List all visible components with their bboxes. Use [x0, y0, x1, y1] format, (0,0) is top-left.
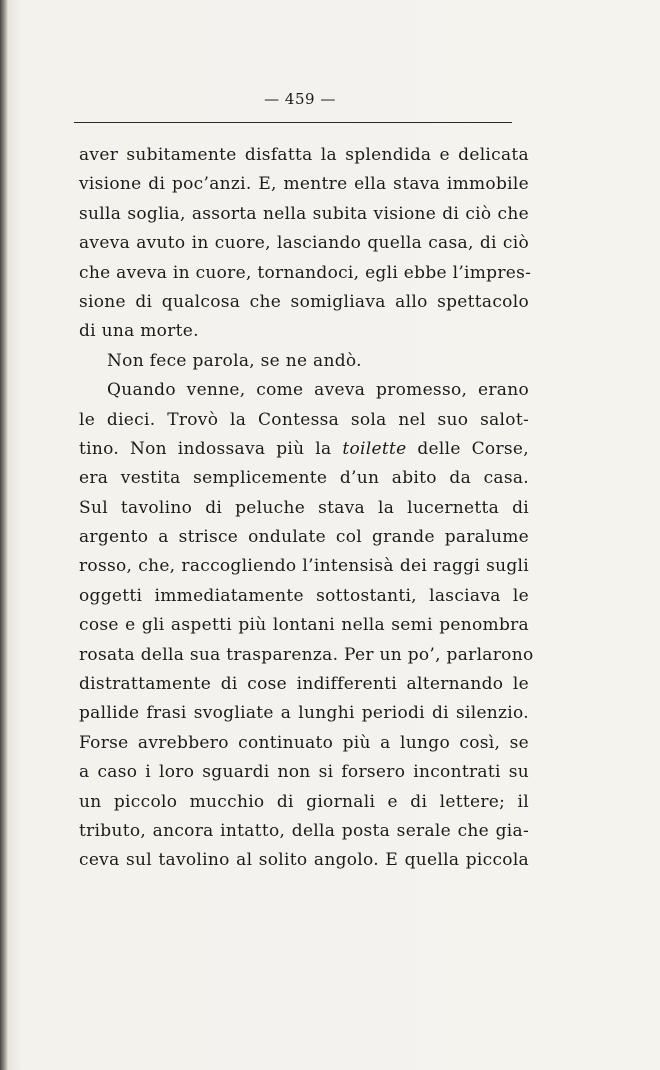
text-line-with-italic [79, 435, 529, 464]
text-line: argento a strisce ondulate col grande paralume [79, 527, 529, 548]
text-line: rosso, che, raccogliendo l’intensisà dei raggi sugli [79, 556, 529, 577]
text-line: visione di poc’anzi. E, mentre ella stava immobile [79, 174, 529, 195]
text-line: le dieci. Trovò la Contessa sola nel suo salot- [79, 409, 529, 430]
header-rule [74, 122, 512, 123]
text-line: aver subitamente disfatta la splendida e delicata [79, 145, 529, 165]
text-line: di una morte. [79, 321, 199, 342]
text-line: cose e gli aspetti più lontani nella semi penombra [79, 615, 529, 636]
page-binding-edge [0, 0, 8, 1070]
text-line: Sul tavolino di peluche stava la lucernetta di [79, 497, 529, 518]
text-line: Quando venne, come aveva promesso, erano [107, 380, 529, 401]
text-line: un piccolo mucchio di giornali e di lettere; il [79, 791, 529, 812]
text-line: ceva sul tavolino al solito angolo. E quella piccola [79, 850, 529, 871]
text-segment: tino. Non indossava più la [79, 438, 332, 459]
text-line: pallide frasi svogliate a lunghi periodi di silenzio. [79, 703, 529, 724]
text-line: Non fece parola, se ne andò. [107, 350, 362, 371]
text-segment: delle Corse, [417, 438, 529, 459]
text-line: che aveva in cuore, tornandoci, egli ebbe l’impres- [79, 262, 532, 283]
text-line: rosata della sua trasparenza. Per un po’, parlarono [79, 644, 534, 665]
text-line: distrattamente di cose indifferenti alternando le [79, 674, 529, 695]
text-line: aveva avuto in cuore, lasciando quella casa, di ciò [79, 233, 529, 254]
text-line: era vestita semplicemente d’un abito da casa. [79, 468, 529, 489]
body-text [79, 141, 534, 876]
italic-word: toilette [342, 438, 407, 459]
page-number: — 459 — [264, 90, 336, 108]
text-line: a caso i loro sguardi non si forsero incontrati su [79, 762, 529, 783]
text-line: sione di qualcosa che somigliava allo spettacolo [79, 291, 529, 312]
text-line: oggetti immediatamente sottostanti, lasciava le [79, 585, 529, 606]
text-line: Forse avrebbero continuato più a lungo così, se [79, 732, 529, 753]
text-line: sulla soglia, assorta nella subita visione di ciò che [79, 203, 529, 224]
text-line: tributo, ancora intatto, della posta serale che gia- [79, 820, 529, 841]
